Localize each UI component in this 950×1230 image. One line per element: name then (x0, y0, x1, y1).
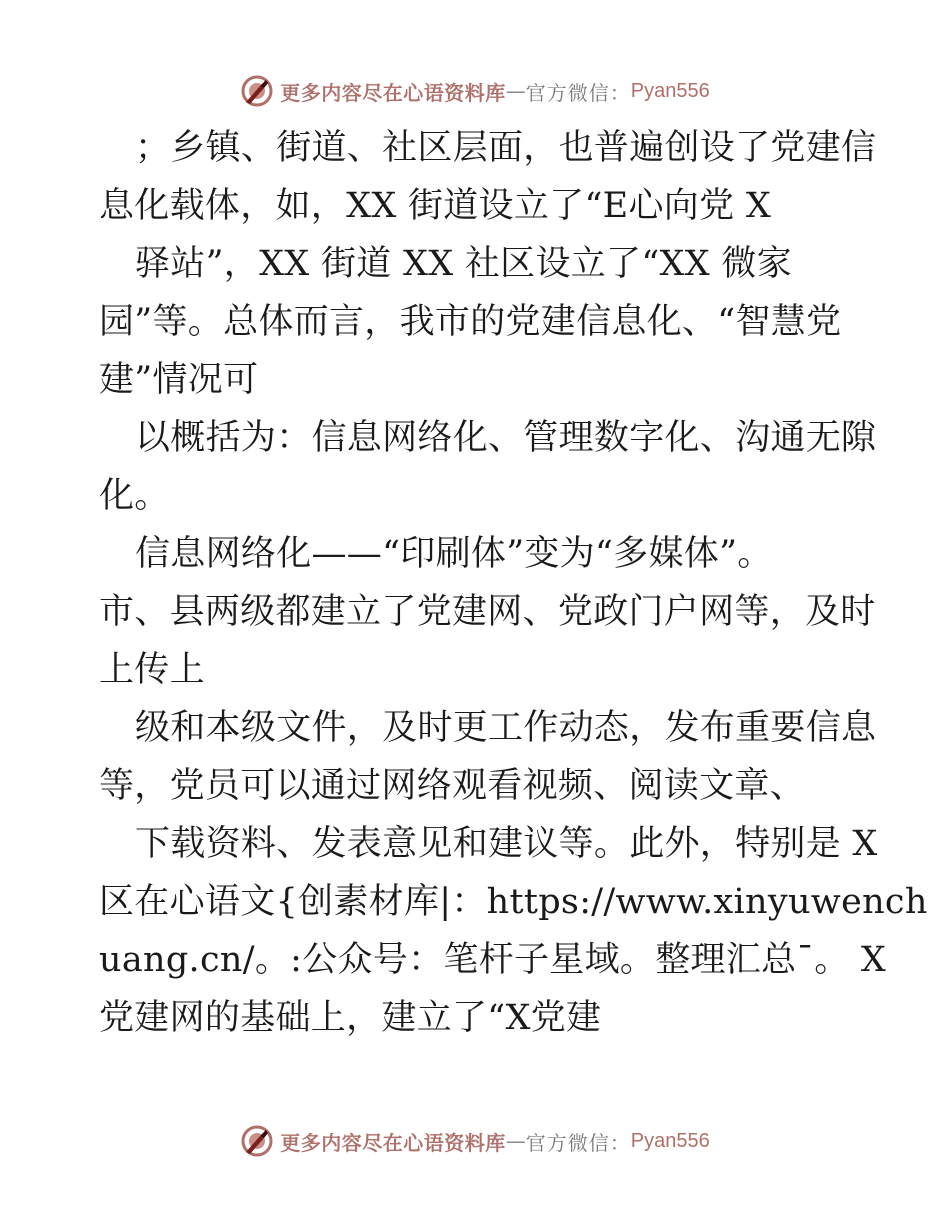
banner-wechat-id: Pyan556 (630, 1129, 710, 1152)
body-line: 级和本级文件，及时更工作动态，发布重要信息 (135, 708, 877, 748)
footer-banner (0, 1121, 950, 1161)
body-line: 建”情况可 (99, 360, 259, 400)
banner-wechat-label: 官方微信： (525, 1130, 631, 1155)
body-line: ；乡镇、街道、社区层面，也普遍创设了党建信 (135, 128, 877, 168)
body-line: 以概括为：信息网络化、管理数字化、沟通无隙 (135, 418, 877, 458)
banner-dash: — (505, 79, 526, 103)
pen-circle-logo-icon (240, 1124, 274, 1158)
body-line: 区在心语文{创素材库|：https://www.xinyuwench (99, 882, 928, 922)
body-line: 等，党员可以通过网络观看视频、阅读文章、 (99, 766, 806, 806)
banner-title: 更多内容尽在心语资料库 (280, 80, 506, 105)
banner-title: 更多内容尽在心语资料库 (280, 1130, 506, 1155)
body-line: 息化载体，如，XX 街道设立了“E心向党 X (99, 186, 772, 226)
banner-wechat-label: 官方微信： (525, 80, 631, 105)
body-line: 化。 (99, 476, 170, 516)
pen-circle-logo-icon (240, 74, 274, 108)
body-line: 信息网络化——“印刷体”变为“多媒体”。 (135, 534, 773, 574)
body-line: 驿站”，XX 街道 XX 社区设立了“XX 微家 (135, 244, 792, 284)
header-banner (0, 71, 950, 111)
banner-wechat-id: Pyan556 (630, 79, 710, 102)
body-line: uang.cn/。:公众号：笔杆子星域。整理汇总¯。 X (99, 940, 887, 980)
body-line: 园”等。总体而言，我市的党建信息化、“智慧党 (99, 302, 842, 342)
banner-dash: — (505, 1129, 526, 1153)
body-line: 下载资料、发表意见和建议等。此外，特别是 X (135, 824, 878, 864)
body-line: 市、县两级都建立了党建网、党政门户网等，及时 (99, 592, 876, 632)
body-line: 上传上 (99, 650, 205, 690)
body-line: 党建网的基础上，建立了“X党建 (99, 998, 602, 1038)
